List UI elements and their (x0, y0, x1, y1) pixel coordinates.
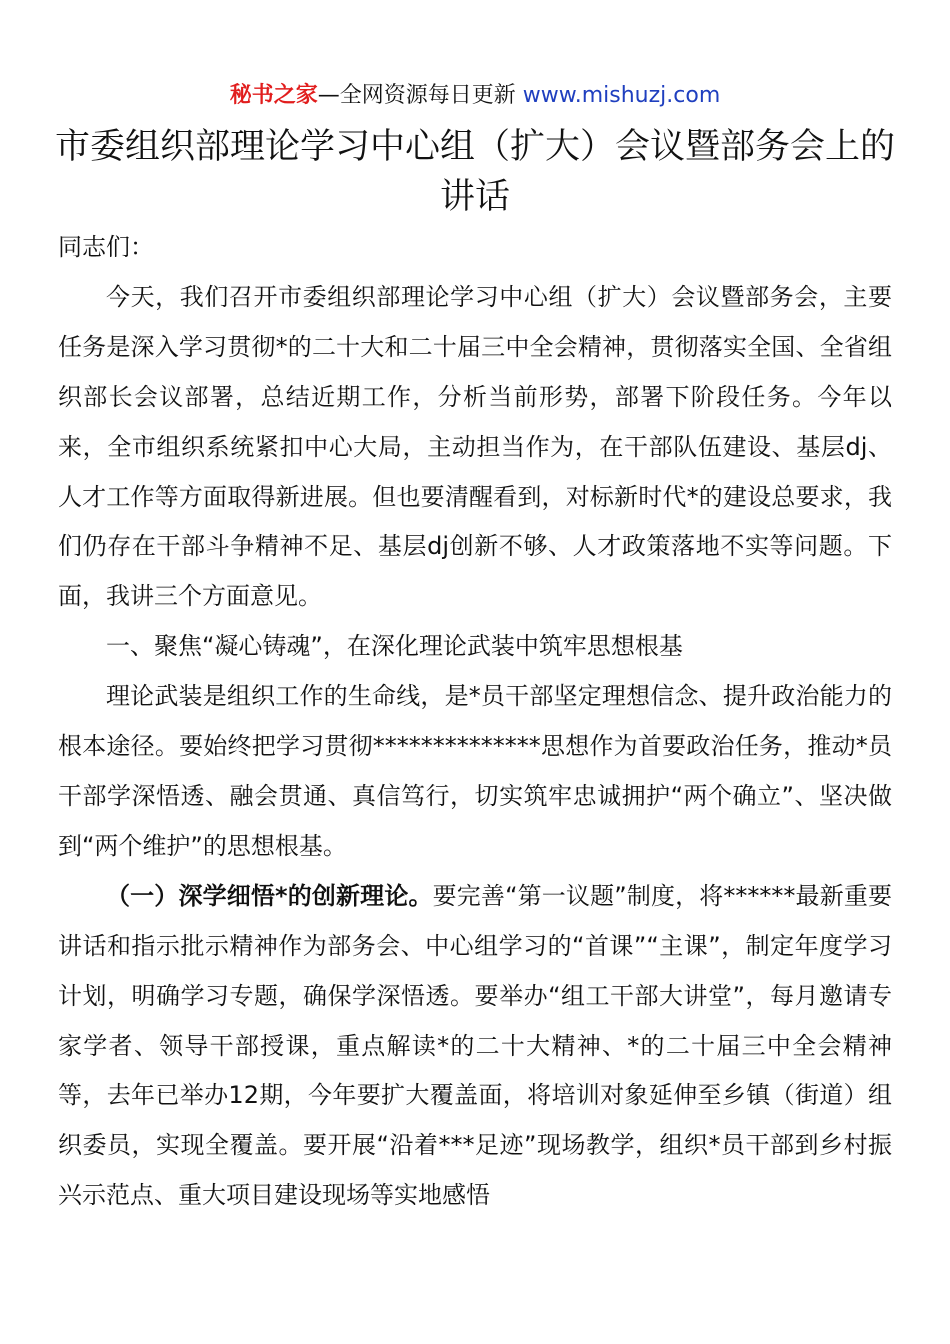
subsection-paragraph (58, 872, 892, 1221)
site-url-link[interactable]: www.mishuzj.com (522, 83, 721, 108)
document-title: 市委组织部理论学习中心组（扩大）会议暨部务会上的讲话 (54, 127, 895, 217)
site-header (0, 80, 950, 112)
section-heading: 一、聚焦“凝心铸魂”，在深化理论武装中筑牢思想根基 (106, 632, 683, 661)
intro-paragraph: 今天，我们召开市委组织部理论学习中心组（扩大）会议暨部务会，主要任务是深入学习贯彻*的二十大和二十届三中全会精神，贯彻落实全国、全省组织部长会议部署，总结近期工作，分析当前形势，部署下阶段任务。今年以来，全市组织系统紧扣中心大局，主动担当作为，在干部队伍建设、基层dj、人才工作等方面取得新进展。但也要清醒看到，对标新时代*的建设总要求，我们仍存在干部斗争精神不足、基层dj创新不够、人才政策落地不实等问题。下面，我讲三个方面意见。 (58, 282, 892, 611)
salutation: 同志们： (58, 233, 154, 261)
brand-name: 秘书之家 (229, 83, 318, 108)
subsection-heading: （一）深学细悟*的创新理论。 (106, 881, 433, 910)
document-body (58, 223, 892, 1221)
header-tagline: —全网资源每日更新 (317, 83, 523, 108)
subsection-body: 要完善“第一议题”制度，将******最新重要讲话和指示批示精神作为部务会、中心组学习的“首课”“主课”，制定年度学习计划，明确学习专题，确保学深悟透。要举办“组工干部大讲堂”，每月邀请专家学者、领导干部授课，重点解读*的二十大精神、*的二十届三中全会精神等，去年已举办12期，今年要扩大覆盖面，将培训对象延伸至乡镇（街道）组织委员，实现全覆盖。要开展“沿着***足迹”现场教学，组织*员干部到乡村振兴示范点、重大项目建设现场等实地感悟 (58, 881, 892, 1210)
section-paragraph: 理论武装是组织工作的生命线，是*员干部坚定理想信念、提升政治能力的根本途径。要始终把学习贯彻**************思想作为首要政治任务，推动*员干部学深悟透、融会贯通、真信笃行，切实筑牢忠诚拥护“两个确立”、坚决做到“两个维护”的思想根基。 (58, 682, 892, 860)
